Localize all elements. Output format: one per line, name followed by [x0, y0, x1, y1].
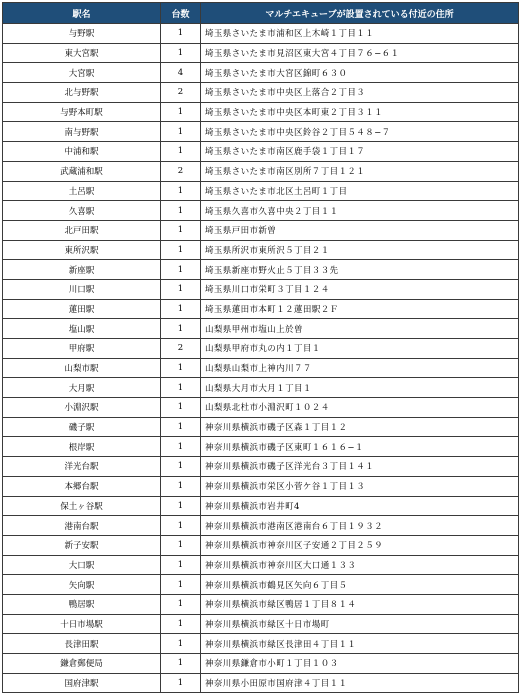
station-cell: 矢向駅: [3, 575, 161, 595]
address-cell: 神奈川県鎌倉市小町１丁目１０３: [201, 654, 519, 674]
table-row: [3, 299, 519, 319]
station-cell: 本郷台駅: [3, 476, 161, 496]
table-header-row: [3, 3, 519, 24]
count-cell: 1: [161, 43, 201, 63]
address-cell: 山梨県山梨市上神内川７７: [201, 358, 519, 378]
address-cell: 神奈川県横浜市神奈川区子安通２丁目２５９: [201, 535, 519, 555]
station-cell: 洋光台駅: [3, 457, 161, 477]
count-cell: 2: [161, 83, 201, 103]
count-cell: 1: [161, 594, 201, 614]
count-cell: 2: [161, 161, 201, 181]
count-cell: 1: [161, 220, 201, 240]
station-cell: 土呂駅: [3, 181, 161, 201]
table-row: [3, 181, 519, 201]
station-cell: 十日市場駅: [3, 614, 161, 634]
station-cell: 北戸田駅: [3, 220, 161, 240]
table-row: [3, 279, 519, 299]
count-cell: 1: [161, 181, 201, 201]
station-cell: 南与野駅: [3, 122, 161, 142]
station-cell: 新座駅: [3, 260, 161, 280]
station-cell: 新子安駅: [3, 535, 161, 555]
count-cell: 4: [161, 63, 201, 83]
count-cell: 1: [161, 417, 201, 437]
address-cell: 神奈川県横浜市鶴見区矢向６丁目５: [201, 575, 519, 595]
count-cell: 1: [161, 319, 201, 339]
count-cell: 1: [161, 555, 201, 575]
station-cell: 東所沢駅: [3, 240, 161, 260]
station-cell: 小淵沢駅: [3, 398, 161, 418]
address-cell: 埼玉県さいたま市南区鹿手袋１丁目１７: [201, 142, 519, 162]
station-cell: 与野本町駅: [3, 102, 161, 122]
count-cell: 1: [161, 358, 201, 378]
address-cell: 埼玉県さいたま市見沼区東大宮４丁目７６−６１: [201, 43, 519, 63]
count-cell: 1: [161, 102, 201, 122]
address-cell: 神奈川県横浜市緑区長津田４丁目１１: [201, 634, 519, 654]
station-cell: 山梨市駅: [3, 358, 161, 378]
address-cell: 神奈川県横浜市神奈川区大口通１３３: [201, 555, 519, 575]
table-row: [3, 496, 519, 516]
count-cell: 1: [161, 299, 201, 319]
address-cell: 埼玉県蓮田市本町１２蓮田駅２Ｆ: [201, 299, 519, 319]
address-cell: 山梨県大月市大月１丁目１: [201, 378, 519, 398]
address-cell: 埼玉県新座市野火止５丁目３３先: [201, 260, 519, 280]
station-cell: 長津田駅: [3, 634, 161, 654]
address-cell: 神奈川県横浜市緑区十日市場町: [201, 614, 519, 634]
station-cell: 東大宮駅: [3, 43, 161, 63]
table-row: [3, 555, 519, 575]
count-cell: 1: [161, 457, 201, 477]
table-row: [3, 102, 519, 122]
address-cell: 埼玉県所沢市東所沢５丁目２１: [201, 240, 519, 260]
table-row: [3, 161, 519, 181]
address-cell: 埼玉県久喜市久喜中央２丁目１１: [201, 201, 519, 221]
address-cell: 山梨県北杜市小淵沢町１０２４: [201, 398, 519, 418]
count-cell: 1: [161, 654, 201, 674]
table-row: [3, 43, 519, 63]
address-cell: 山梨県甲府市丸の内１丁目１: [201, 339, 519, 359]
count-cell: 1: [161, 378, 201, 398]
address-cell: 山梨県甲州市塩山上於曽: [201, 319, 519, 339]
header-station: 駅名: [3, 3, 161, 24]
table-body: [3, 24, 519, 693]
address-cell: 埼玉県さいたま市中央区鈴谷２丁目５４８−７: [201, 122, 519, 142]
count-cell: 1: [161, 122, 201, 142]
table-row: [3, 358, 519, 378]
table-row: [3, 673, 519, 693]
station-cell: 甲府駅: [3, 339, 161, 359]
address-cell: 神奈川県横浜市磯子区洋光台３丁目１４１: [201, 457, 519, 477]
address-cell: 埼玉県川口市栄町３丁目１２４: [201, 279, 519, 299]
table-row: [3, 614, 519, 634]
address-cell: 埼玉県さいたま市大宮区錦町６３０: [201, 63, 519, 83]
count-cell: 1: [161, 476, 201, 496]
station-cell: 川口駅: [3, 279, 161, 299]
table-row: [3, 122, 519, 142]
station-cell: 根岸駅: [3, 437, 161, 457]
station-cell: 国府津駅: [3, 673, 161, 693]
count-cell: 1: [161, 614, 201, 634]
station-cell: 大口駅: [3, 555, 161, 575]
table-row: [3, 398, 519, 418]
table-row: [3, 575, 519, 595]
count-cell: 1: [161, 575, 201, 595]
table-row: [3, 201, 519, 221]
address-cell: 神奈川県横浜市港南区港南台６丁目１９３２: [201, 516, 519, 536]
station-cell: 大宮駅: [3, 63, 161, 83]
count-cell: 1: [161, 673, 201, 693]
table-row: [3, 417, 519, 437]
count-cell: 1: [161, 496, 201, 516]
address-cell: 埼玉県さいたま市浦和区上木崎１丁目１１: [201, 24, 519, 44]
table-row: [3, 654, 519, 674]
table-row: [3, 535, 519, 555]
station-cell: 与野駅: [3, 24, 161, 44]
count-cell: 1: [161, 398, 201, 418]
station-cell: 武蔵浦和駅: [3, 161, 161, 181]
table-row: [3, 634, 519, 654]
address-cell: 神奈川県横浜市岩井町4: [201, 496, 519, 516]
table-row: [3, 24, 519, 44]
count-cell: 1: [161, 260, 201, 280]
table-row: [3, 319, 519, 339]
station-cell: 港南台駅: [3, 516, 161, 536]
header-count: 台数: [161, 3, 201, 24]
count-cell: 2: [161, 339, 201, 359]
table-row: [3, 378, 519, 398]
table-row: [3, 476, 519, 496]
station-cell: 鎌倉郵便局: [3, 654, 161, 674]
station-cell: 保土ヶ谷駅: [3, 496, 161, 516]
address-cell: 神奈川県横浜市栄区小菅ケ谷１丁目１３: [201, 476, 519, 496]
count-cell: 1: [161, 279, 201, 299]
address-cell: 神奈川県横浜市緑区鴨居１丁目８１４: [201, 594, 519, 614]
table-row: [3, 339, 519, 359]
address-cell: 埼玉県さいたま市中央区上落合２丁目３: [201, 83, 519, 103]
station-cell: 中浦和駅: [3, 142, 161, 162]
station-cell: 蓮田駅: [3, 299, 161, 319]
station-cell: 磯子駅: [3, 417, 161, 437]
locations-table: [2, 2, 519, 693]
locations-sheet: [2, 2, 519, 693]
table-row: [3, 516, 519, 536]
table-row: [3, 240, 519, 260]
address-cell: 埼玉県戸田市新曽: [201, 220, 519, 240]
count-cell: 1: [161, 240, 201, 260]
address-cell: 埼玉県さいたま市南区別所７丁目１２１: [201, 161, 519, 181]
count-cell: 1: [161, 437, 201, 457]
address-cell: 神奈川県横浜市磯子区東町１６１６−１: [201, 437, 519, 457]
header-address: マルチエキューブが設置されている付近の住所: [201, 3, 519, 24]
table-row: [3, 142, 519, 162]
station-cell: 鴨居駅: [3, 594, 161, 614]
count-cell: 1: [161, 634, 201, 654]
count-cell: 1: [161, 201, 201, 221]
count-cell: 1: [161, 516, 201, 536]
table-row: [3, 63, 519, 83]
station-cell: 塩山駅: [3, 319, 161, 339]
address-cell: 神奈川県横浜市磯子区森１丁目１２: [201, 417, 519, 437]
count-cell: 1: [161, 24, 201, 44]
count-cell: 1: [161, 535, 201, 555]
table-row: [3, 83, 519, 103]
table-row: [3, 457, 519, 477]
count-cell: 1: [161, 142, 201, 162]
station-cell: 久喜駅: [3, 201, 161, 221]
table-row: [3, 437, 519, 457]
table-row: [3, 594, 519, 614]
station-cell: 北与野駅: [3, 83, 161, 103]
station-cell: 大月駅: [3, 378, 161, 398]
address-cell: 神奈川県小田原市国府津４丁目１１: [201, 673, 519, 693]
table-row: [3, 260, 519, 280]
address-cell: 埼玉県さいたま市北区土呂町１丁目: [201, 181, 519, 201]
address-cell: 埼玉県さいたま市中央区本町東２丁目３１１: [201, 102, 519, 122]
table-row: [3, 220, 519, 240]
